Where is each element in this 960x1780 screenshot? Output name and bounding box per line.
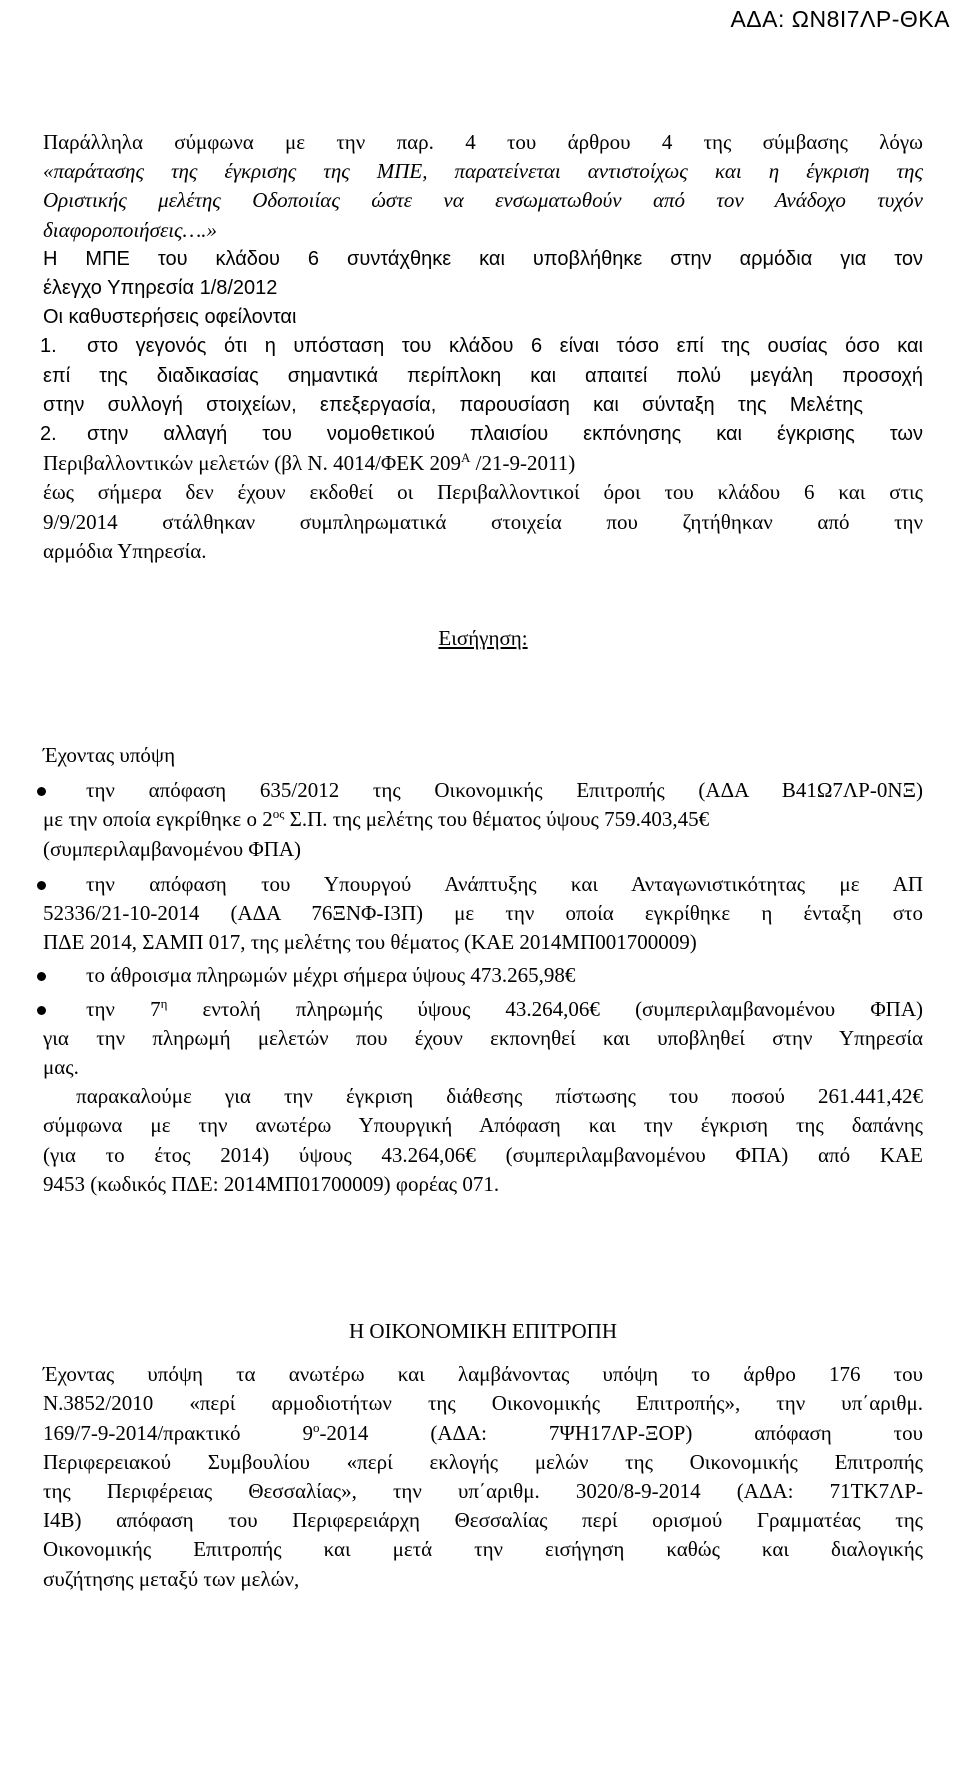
bullet-line xyxy=(43,805,923,834)
committee-heading: Η ΟΙΚΟΝΟΜΙΚΗ ΕΠΙΤΡΟΠΗ xyxy=(348,1319,618,1344)
bullet-text: την 7 xyxy=(86,996,161,1021)
bullet-item-4 xyxy=(43,995,923,1083)
superscript: Α xyxy=(461,450,471,466)
intro-line: Παράλληλα σύμφωνα με την παρ. 4 του άρθρου 4 της σύμβασης λόγω xyxy=(43,130,923,154)
bullet-line: για την πληρωμή μελετών που έχουν εκπονηθεί και υποβληθεί στην Υπηρεσία xyxy=(43,1025,923,1050)
document-body xyxy=(40,128,924,1594)
intro-line: Οι καθυστερήσεις οφείλονται xyxy=(43,306,297,329)
request-line: παρακαλούμε για την έγκριση διάθεσης πίστωσης του ποσού 261.441,42€ xyxy=(43,1084,923,1109)
proposal-heading: Εισήγηση: xyxy=(438,626,528,651)
item-number: 1. xyxy=(40,335,57,358)
intro-line: Η ΜΠΕ του κλάδου 6 συντάχθηκε και υποβλήθηκε στην αρμόδια για τον xyxy=(43,247,923,270)
closing-line: έως σήμερα δεν έχουν εκδοθεί οι Περιβαλλοντικοί όροι του κλάδου 6 και στις xyxy=(43,480,923,505)
superscript: η xyxy=(160,995,168,1011)
item-line: επί της διαδικασίας σημαντικά περίπλοκη και απαιτεί πολύ μεγάλη προσοχή xyxy=(43,364,923,387)
list-item-2 xyxy=(40,420,923,449)
bullet-line: την απόφαση του Υπουργού Ανάπτυξης και Ανταγωνιστικότητας με ΑΠ xyxy=(86,871,923,896)
intro-paragraph xyxy=(43,128,923,332)
list-item-1 xyxy=(40,332,923,361)
intro-line: έλεγχο Υπηρεσία 1/8/2012 xyxy=(43,277,278,300)
considering-label: Έχοντας υπόψη xyxy=(43,743,176,768)
item-line: στην συλλογή στοιχείων, επεξεργασία, παρουσίαση και σύνταξη της Μελέτης xyxy=(43,393,863,416)
intro-line: «παράτασης της έγκρισης της ΜΠΕ, παρατείνεται αντιστοίχως και η έγκριση της xyxy=(43,159,923,184)
bullet-text: εντολή πληρωμής ύψους 43.264,06€ (συμπεριλαμβανομένου ΦΠΑ) xyxy=(167,996,924,1021)
committee-text: -2014 (ΑΔΑ: 7ΨΗ17ΛΡ-ΞΟΡ) απόφαση του xyxy=(319,1420,923,1445)
item-line: στο γεγονός ότι η υπόσταση του κλάδου 6 είναι τόσο επί της ουσίας όσο και xyxy=(87,335,923,358)
intro-line: διαφοροποιήσεις….» xyxy=(43,217,217,242)
ada-code: ΑΔΑ: ΩΝ8Ι7ΛΡ-ΘΚΑ xyxy=(730,6,950,32)
committee-line: της Περιφέρειας Θεσσαλίας», την υπ΄αριθμ. 3020/8-9-2014 (ΑΔΑ: 71ΤΚ7ΛΡ- xyxy=(43,1478,923,1503)
bullet-line: 52336/21-10-2014 (ΑΔΑ 76ΞΝΦ-Ι3Π) με την οποία εγκρίθηκε η ένταξη στο xyxy=(43,901,923,926)
committee-text: 169/7-9-2014/πρακτικό 9 xyxy=(43,1420,313,1445)
request-line: σύμφωνα με την ανωτέρω Υπουργική Απόφαση και την έγκριση της δαπάνης xyxy=(43,1113,923,1138)
request-line: (για το έτος 2014) ύψους 43.264,06€ (συμπεριλαμβανομένου ΦΠΑ) από ΚΑΕ xyxy=(43,1142,923,1167)
bullet-line xyxy=(43,995,923,1024)
committee-paragraph xyxy=(43,1360,923,1594)
bullet-line: (συμπεριλαμβανομένου ΦΠΑ) xyxy=(43,836,302,861)
bullet-icon xyxy=(37,1006,46,1015)
item-line: στην αλλαγή του νομοθετικού πλαισίου εκπόνησης και έγκρισης των xyxy=(87,423,923,446)
request-paragraph xyxy=(43,1082,923,1199)
item-number: 2. xyxy=(40,423,57,446)
bullet-item-3 xyxy=(43,961,923,990)
bullet-line: ΠΔΕ 2014, ΣΑΜΠ 017, της μελέτης του θέματος (ΚΑΕ 2014ΜΠ001700009) xyxy=(43,930,697,955)
committee-line: συζήτησης μεταξύ των μελών, xyxy=(43,1566,300,1591)
committee-line: Οικονομικής Επιτροπής και μετά την εισήγηση καθώς και διαλογικής xyxy=(43,1537,923,1562)
closing-paragraph xyxy=(43,478,923,566)
intro-line: Οριστικής μελέτης Οδοποιίας ώστε να ενσωματωθούν από τον Ανάδοχο τυχόν xyxy=(43,188,923,213)
committee-line: Έχοντας υπόψη τα ανωτέρω και λαμβάνοντας υπόψη το άρθρο 176 του xyxy=(43,1362,923,1387)
bullet-text: με την οποία εγκρίθηκε ο 2 xyxy=(43,807,273,832)
item-text: /21-9-2011) xyxy=(470,451,576,476)
bullet-text: Σ.Π. της μελέτης του θέματος ύψους 759.403,45€ xyxy=(284,807,710,832)
item-line xyxy=(43,449,923,478)
superscript: ο xyxy=(312,1419,320,1435)
bullet-line: μας. xyxy=(43,1055,79,1080)
bullet-line: το άθροισμα πληρωμών μέχρι σήμερα ύψους 473.265,98€ xyxy=(86,963,576,988)
item-text: Περιβαλλοντικών μελετών (βλ Ν. 4014/ΦΕΚ 209 xyxy=(43,451,462,476)
closing-line: 9/9/2014 στάλθηκαν συμπληρωματικά στοιχεία που ζητήθηκαν από την xyxy=(43,509,923,534)
superscript: ος xyxy=(272,806,285,822)
bullet-item-1 xyxy=(43,776,923,864)
closing-line: αρμόδια Υπηρεσία. xyxy=(43,538,207,563)
committee-line: Ν.3852/2010 «περί αρμοδιοτήτων της Οικονομικής Επιτροπής», την υπ΄αριθμ. xyxy=(43,1391,923,1416)
committee-line: Περιφερειακού Συμβουλίου «περί εκλογής μελών της Οικονομικής Επιτροπής xyxy=(43,1449,923,1474)
committee-line xyxy=(43,1419,923,1448)
request-line: 9453 (κωδικός ΠΔΕ: 2014ΜΠ01700009) φορέας 071. xyxy=(43,1171,500,1196)
bullet-item-2 xyxy=(43,870,923,958)
committee-line: Ι4Β) απόφαση του Περιφερειάρχη Θεσσαλίας περί ορισμού Γραμματέας της xyxy=(43,1508,923,1533)
bullet-line: την απόφαση 635/2012 της Οικονομικής Επιτροπής (ΑΔΑ Β41Ω7ΛΡ-0ΝΞ) xyxy=(86,778,923,803)
bullet-icon xyxy=(37,881,46,890)
